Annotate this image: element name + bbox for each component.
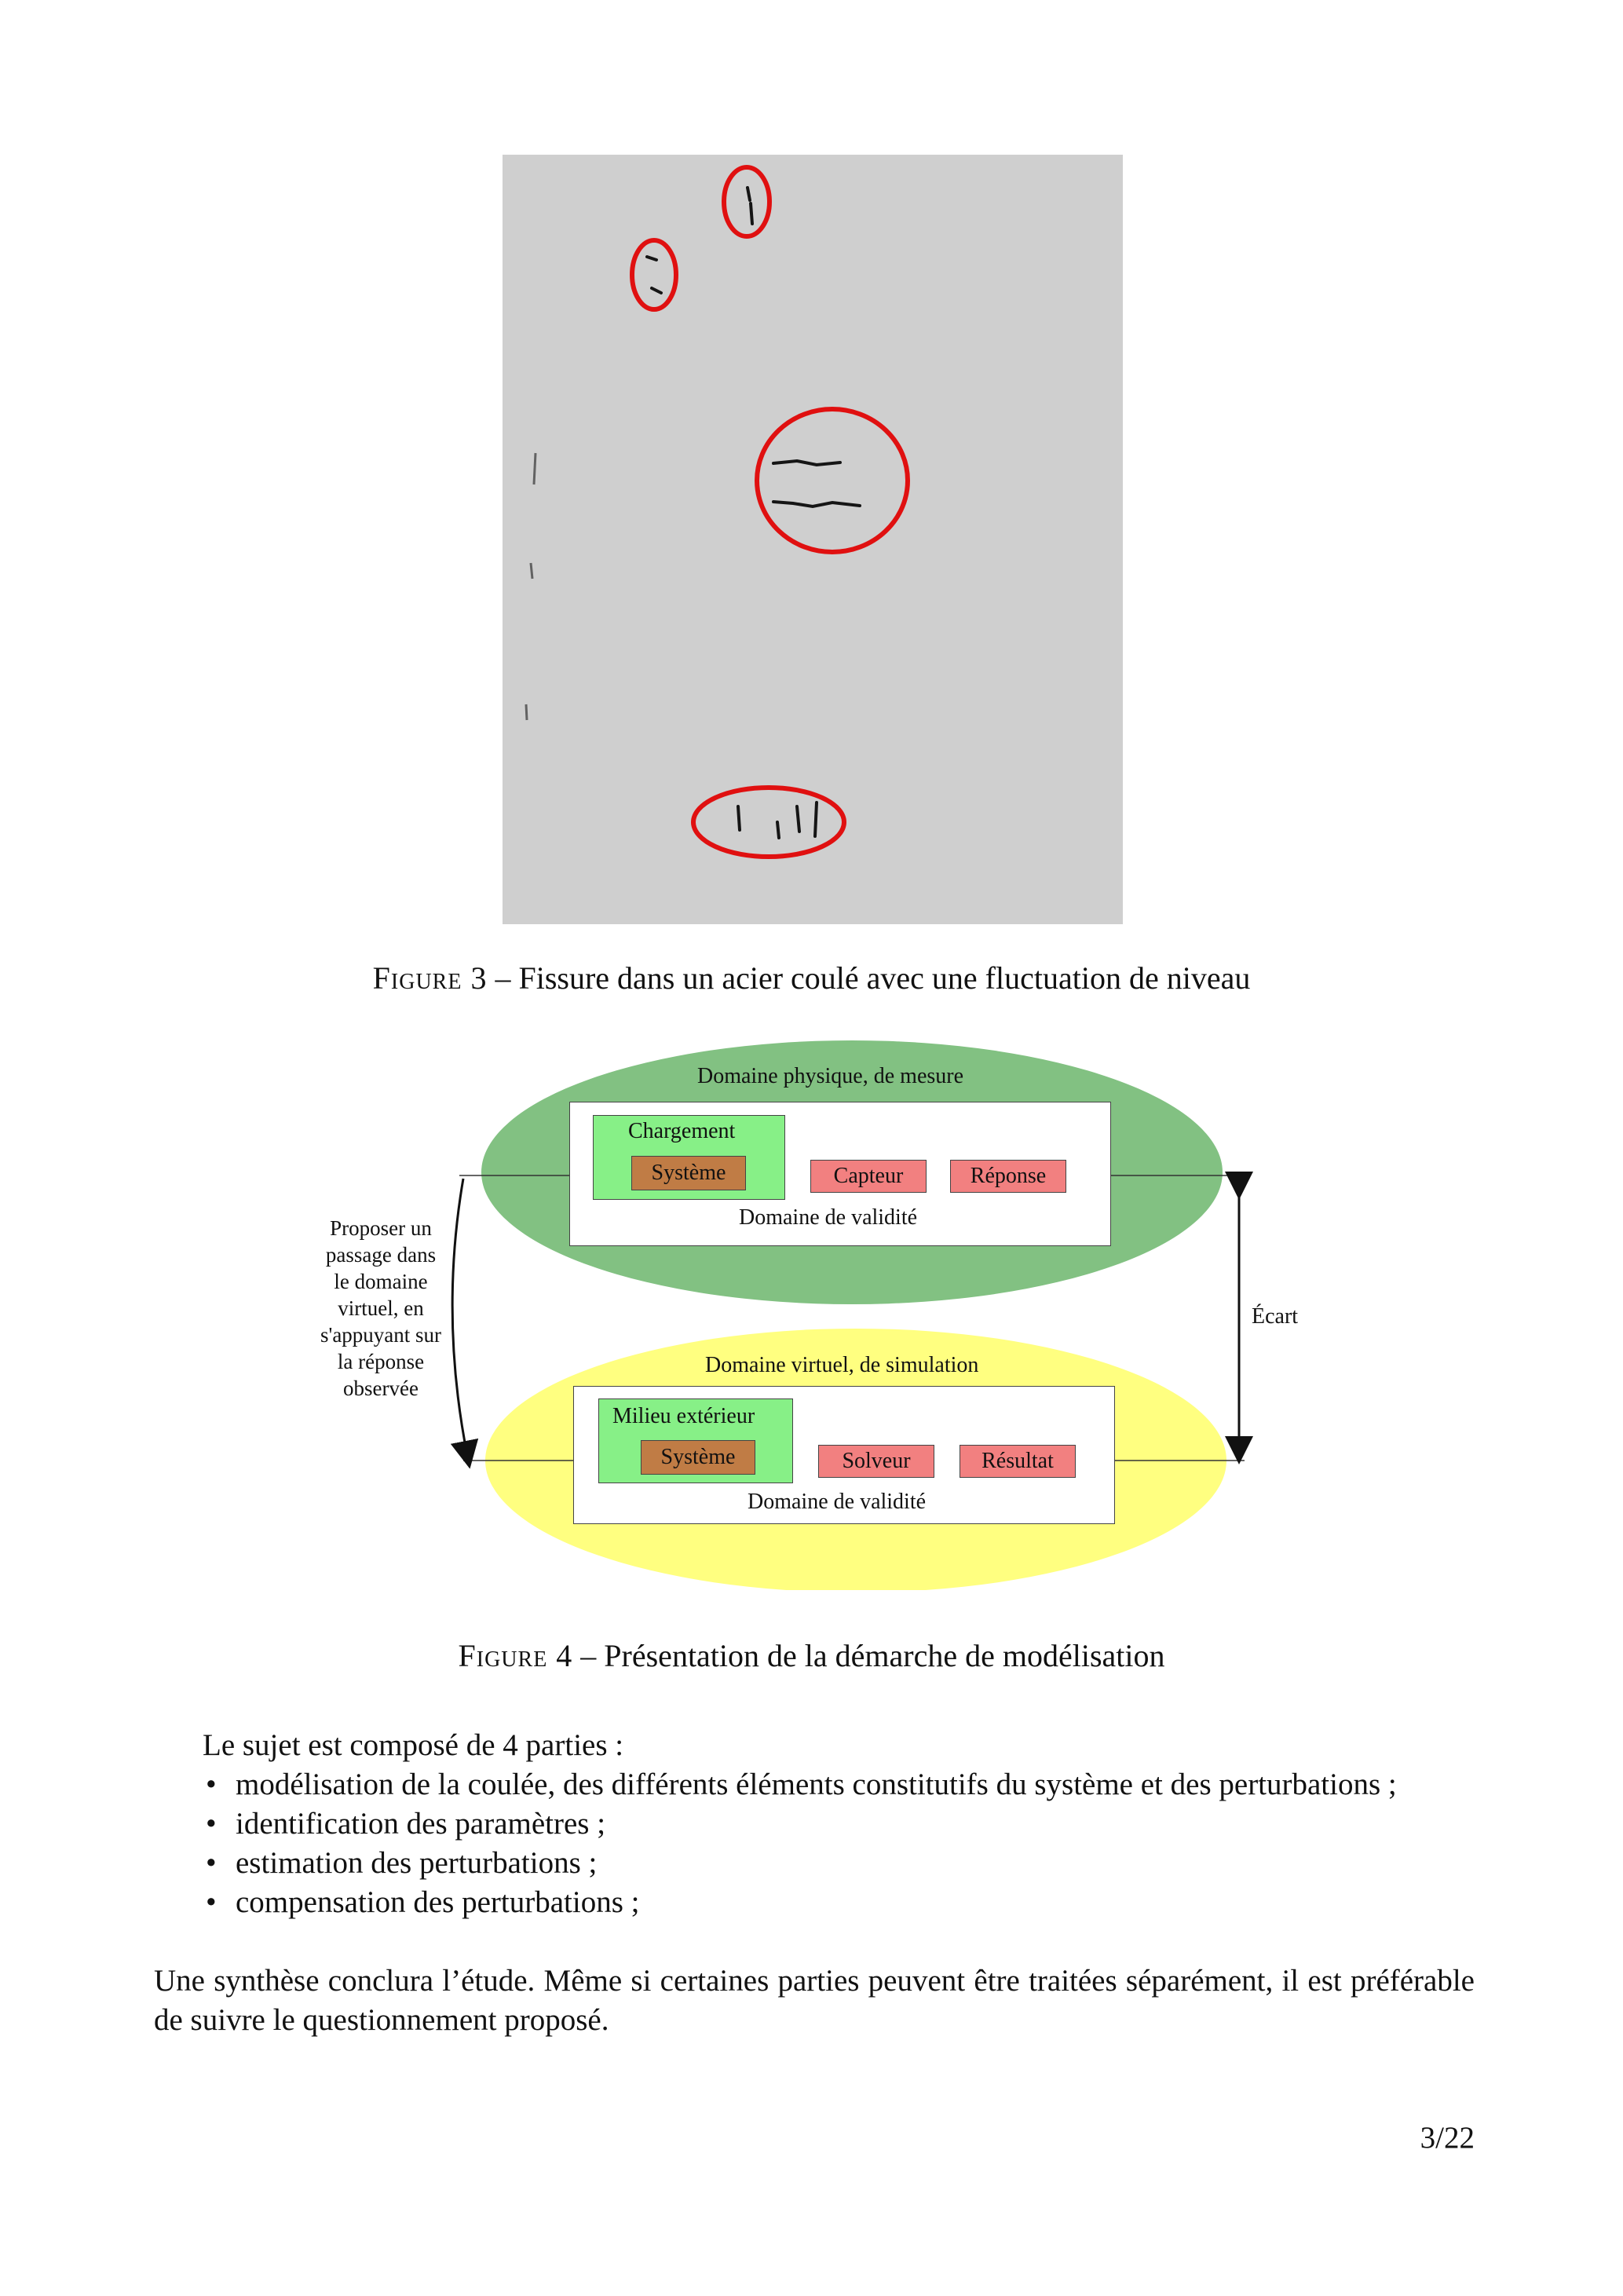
transfer-note-line: Proposer un	[330, 1216, 432, 1240]
bullet-icon: •	[206, 1846, 217, 1880]
physical-domain-title: Domaine physique, de mesure	[697, 1064, 964, 1088]
bullet-icon: •	[206, 1807, 217, 1841]
transfer-note-line: la réponse	[337, 1350, 425, 1373]
figure-3-caption	[0, 960, 1623, 997]
transfer-note	[306, 1215, 455, 1402]
virtual-validity-label: Domaine de validité	[748, 1490, 927, 1514]
parts-list	[203, 1765, 1475, 1922]
page-number: 3/22	[1420, 2121, 1475, 2155]
figure-4-caption	[0, 1637, 1623, 1675]
figure-3-label: Figure 3	[372, 960, 488, 996]
transfer-note-line: le domaine	[334, 1270, 428, 1293]
figure-3-caption-text: – Fissure dans un acier coulé avec une fluctuation de niveau	[487, 960, 1251, 996]
solver-box: Solveur	[818, 1445, 934, 1478]
sensor-box: Capteur	[810, 1160, 927, 1193]
figure-4-caption-text: – Présentation de la démarche de modélisation	[572, 1638, 1165, 1673]
virtual-system-box: Système	[641, 1440, 755, 1475]
figure-4-label: Figure 4	[458, 1638, 573, 1673]
environment-label: Milieu extérieur	[612, 1404, 755, 1428]
response-box: Réponse	[950, 1160, 1066, 1193]
transfer-note-line: passage dans	[325, 1243, 437, 1267]
list-item: • compensation des perturbations ;	[203, 1883, 1475, 1922]
physical-system-box: Système	[631, 1156, 746, 1190]
transfer-note-line: virtuel, en	[338, 1296, 424, 1320]
bullet-icon: •	[206, 1885, 217, 1919]
bullet-icon: •	[206, 1768, 217, 1801]
list-item: • modélisation de la coulée, des différents éléments constitutifs du système et des perturbations ;	[203, 1765, 1475, 1804]
transfer-note-line: s'appuyant sur	[320, 1323, 442, 1347]
modeling-approach-diagram	[306, 1040, 1311, 1590]
cast-steel-crack-photo	[503, 155, 1123, 924]
list-item: • identification des paramètres ;	[203, 1804, 1475, 1844]
gap-label: Écart	[1252, 1304, 1299, 1329]
list-item: • estimation des perturbations ;	[203, 1844, 1475, 1883]
virtual-domain-title: Domaine virtuel, de simulation	[705, 1353, 979, 1377]
transfer-note-line: observée	[343, 1377, 419, 1400]
physical-validity-label: Domaine de validité	[739, 1205, 918, 1230]
intro-paragraph: Le sujet est composé de 4 parties :	[203, 1728, 624, 1762]
conclusion-paragraph: Une synthèse conclura l’étude. Même si certaines parties peuvent être traitées séparément, il est préférable de suivre le questionnement proposé.	[154, 1964, 1475, 2037]
loading-label: Chargement	[628, 1119, 736, 1143]
result-box: Résultat	[960, 1445, 1076, 1478]
